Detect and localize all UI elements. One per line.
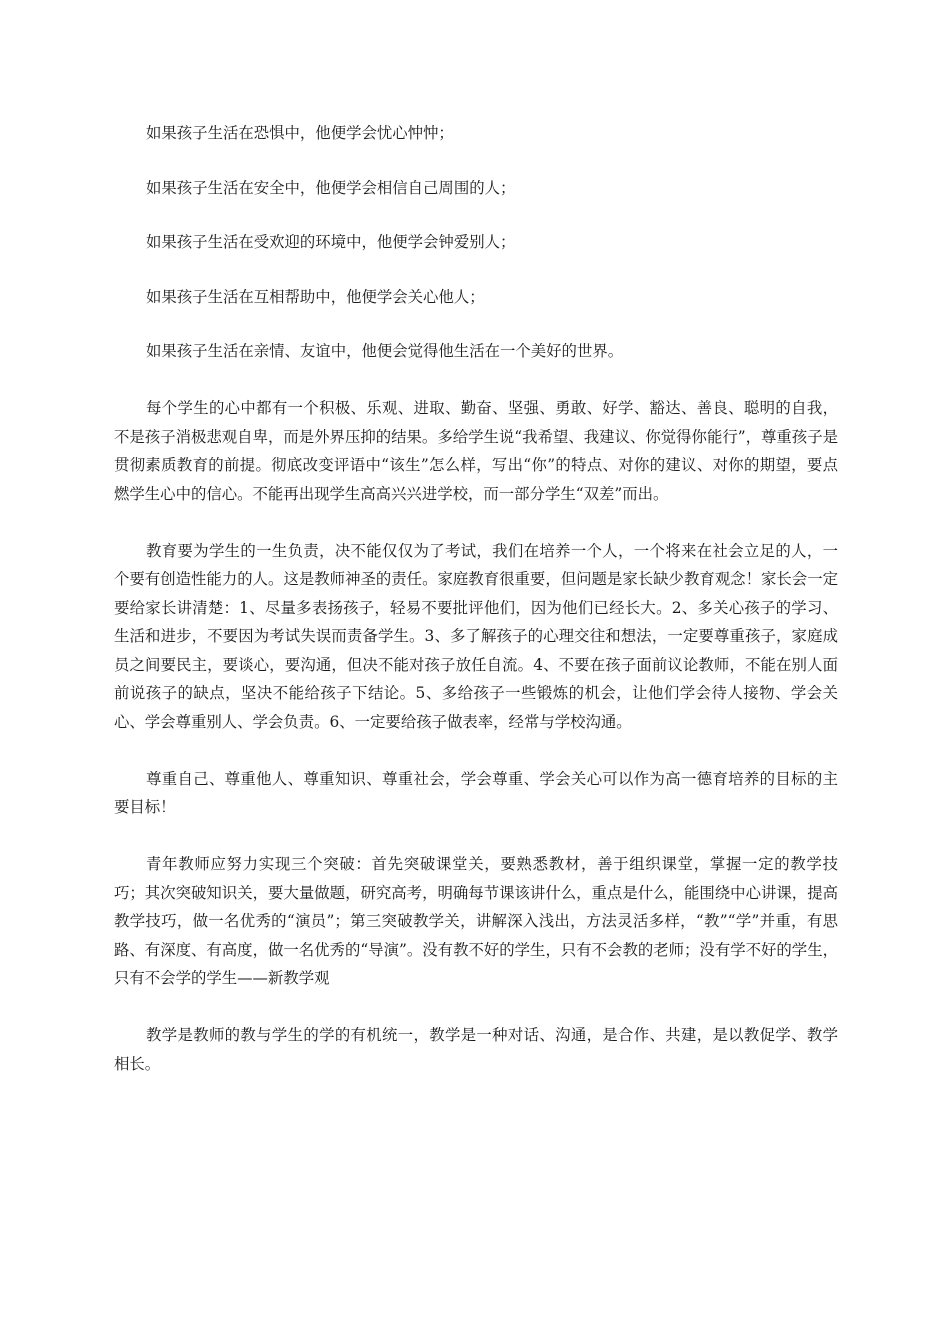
paragraph-respect-goals: 尊重自己、尊重他人、尊重知识、尊重社会，学会尊重、学会关心可以作为高一德育培养的目标的主要目标！ bbox=[114, 769, 838, 816]
paragraph-mutual-help: 如果孩子生活在互相帮助中，他便学会关心他人； bbox=[146, 287, 485, 306]
paragraph-student-self: 每个学生的心中都有一个积极、乐观、进取、勤奋、坚强、勇敢、好学、豁达、善良、聪明的自我，不是孩子消极悲观自卑，而是外界压抑的结果。多给学生说“我希望、我建议、你觉得你能行”，尊重孩子是贯彻素质教育的前提。彻底改变评语中“该生”怎么样，写出“你”的特点、对你的建议、对你的期望，要点燃学生心中的信心。不能再出现学生高高兴兴进学校，而一部分学生“双差”而出。 bbox=[114, 399, 838, 503]
paragraph-education-responsibility: 教育要为学生的一生负责，决不能仅仅为了考试，我们在培养一个人，一个将来在社会立足的人，一个要有创造性能力的人。这是教师神圣的责任。家庭教育很重要，但问题是家长缺少教育观念！家长会一定要给家长讲清楚：1、尽量多表扬孩子，轻易不要批评他们，因为他们已经长大。2、多关心孩子的学习、生活和进步，不要因为考试失误而责备学生。3、多了解孩子的心理交往和想法，一定要尊重孩子，家庭成员之间要民主，要谈心，要沟通，但决不能对孩子放任自流。4、不要在孩子面前议论教师，不能在别人面前说孩子的缺点，坚决不能给孩子下结论。5、多给孩子一些锻炼的机会，让他们学会待人接物、学会关心、学会尊重别人、学会负责。6、一定要给孩子做表率，经常与学校沟通。 bbox=[114, 541, 838, 731]
paragraph-safety: 如果孩子生活在安全中，他便学会相信自己周围的人； bbox=[146, 178, 516, 197]
document-body bbox=[114, 119, 838, 1078]
paragraph-fear: 如果孩子生活在恐惧中，他便学会忧心忡忡； bbox=[146, 124, 454, 142]
paragraph-young-teachers: 青年教师应努力实现三个突破：首先突破课堂关，要熟悉教材，善于组织课堂，掌握一定的教学技巧；其次突破知识关，要大量做题，研究高考，明确每节课该讲什么，重点是什么，能围绕中心讲课，提高教学技巧，做一名优秀的“演员”；第三突破教学关，讲解深入浅出，方法灵活多样，“教”“学”并重，有思路、有深度、有高度，做一名优秀的“导演”。没有教不好的学生，只有不会教的老师；没有学不好的学生，只有不会学的学生——新教学观 bbox=[114, 855, 838, 987]
paragraph-affection: 如果孩子生活在亲情、友谊中，他便会觉得他生活在一个美好的世界。 bbox=[146, 342, 624, 360]
paragraph-welcome: 如果孩子生活在受欢迎的环境中，他便学会钟爱别人； bbox=[146, 233, 516, 251]
paragraph-teaching-definition: 教学是教师的教与学生的学的有机统一，教学是一种对话、沟通，是合作、共建，是以教促学、教学相长。 bbox=[114, 1026, 838, 1073]
